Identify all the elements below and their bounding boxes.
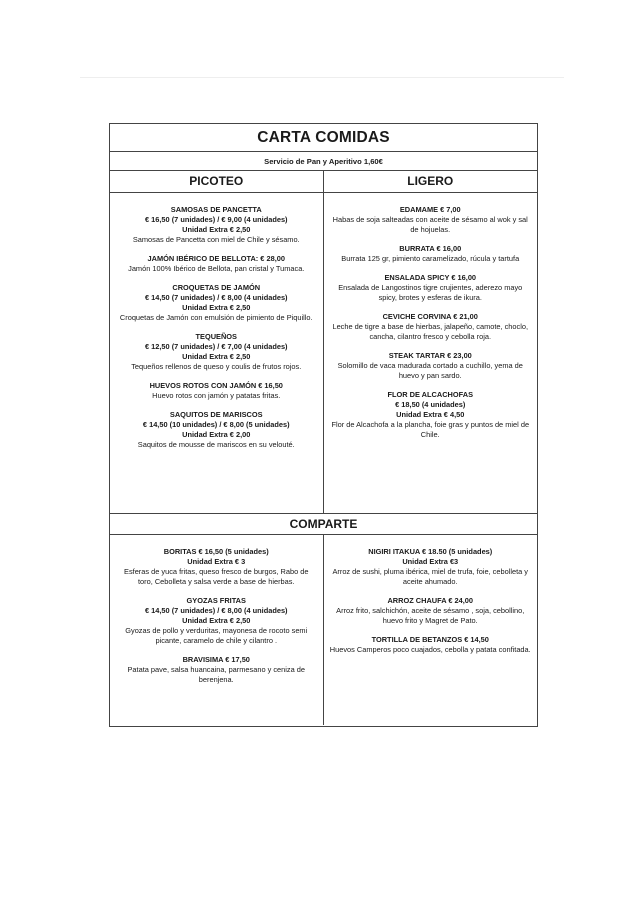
menu-item [116,283,317,323]
menu-item-name: GYOZAS FRITAS [186,596,246,605]
menu-title: CARTA COMIDAS [257,128,390,146]
comparte-section [110,535,537,725]
menu-item-name: CEVICHE CORVINA € 21,00 [382,312,478,321]
menu-subtitle: Servicio de Pan y Aperitivo 1,60€ [264,156,383,166]
ligero-divider [324,192,538,193]
menu-item-name: TEQUEÑOS [195,332,237,341]
menu-item-name: ARROZ CHAUFA € 24,00 [387,596,474,605]
menu-item-description: Ensalada de Langostinos tigre crujientes, aderezo mayo spicy, brotes y esferas de ikura. [338,283,523,302]
menu-item-description: Burrata 125 gr, pimiento caramelizado, rúcula y tartufa [341,254,520,263]
ligero-items [324,205,538,440]
menu-item-price-line: € 14,50 (7 unidades) / € 8,00 (4 unidades) [144,293,288,302]
menu-item-name: BURRATA € 16,00 [399,244,462,253]
menu-item-description: Huevos Camperos poco cuajados, cebolla y patata confitada. [329,645,531,654]
menu-item-description: Habas de soja salteadas con aceite de sésamo al wok y sal de hojuelas. [332,215,528,234]
menu-item-description: Flor de Alcachofa a la plancha, foie gras y puntos de miel de Chile. [331,420,530,439]
menu-item-description: Gyozas de pollo y verduritas, mayonesa de rocoto semi picante, caramelo de chile y cilantro . [125,626,308,645]
menu-item-description: Leche de tigre a base de hierbas, jalapeño, camote, choclo, cancha, cilantro fresco y cebolla roja. [332,322,529,341]
picoteo-divider [110,192,323,193]
menu-item [116,254,317,274]
page-top-rule [80,77,564,78]
menu-item [116,205,317,245]
menu-item-description: Arroz de sushi, pluma ibérica, miel de trufa, foie, cebolleta y aceite ahumado. [332,567,529,586]
menu-item-price-line: Unidad Extra € 2,50 [182,225,251,234]
menu-item-price-line: Unidad Extra € 4,50 [396,410,465,419]
menu-item-description: Samosas de Pancetta con miel de Chile y sésamo. [132,235,300,244]
menu-item [330,547,532,587]
menu-item-name: ENSALADA SPICY € 16,00 [384,273,477,282]
menu-card [109,123,538,727]
menu-item-name: SAMOSAS DE PANCETTA [170,205,262,214]
menu-item-price-line: € 18,50 (4 unidades) [395,400,466,409]
menu-item-description: Jamón 100% Ibérico de Bellota, pan cristal y Tumaca. [128,264,305,273]
comparte-right-column [324,535,538,725]
menu-item [116,596,317,646]
menu-item-description: Esferas de yuca fritas, queso fresco de burgos, Rabo de toro, Cebolleta y salsa verde a base de hierbas. [124,567,309,586]
menu-item-price-line: Unidad Extra € 2,50 [182,616,251,625]
menu-item-price-line: € 16,50 (7 unidades) / € 9,00 (4 unidades) [144,215,288,224]
menu-item [330,312,532,342]
menu-item-name: TORTILLA DE BETANZOS € 14,50 [371,635,489,644]
menu-item [116,655,317,685]
menu-item [330,273,532,303]
menu-item [330,596,532,626]
menu-item-price-line: Unidad Extra €3 [402,557,459,566]
menu-item-price-line: € 14,50 (10 unidades) / € 8,00 (5 unidades) [142,420,290,429]
menu-item-description: Tequeños rellenos de queso y coulis de frutos rojos. [131,362,302,371]
menu-item-name: EDAMAME € 7,00 [399,205,461,214]
menu-item-name: SAQUITOS DE MARISCOS [169,410,263,419]
menu-item-description: Arroz frito, salchichón, aceite de sésamo , soja, cebollino, huevo frito y Magret de Pato. [336,606,525,625]
menu-item-name: BRAVISIMA € 17,50 [182,655,250,664]
comparte-left-items [110,547,323,685]
menu-item [330,351,532,381]
menu-item-price-line: Unidad Extra € 3 [187,557,246,566]
menu-item-name: HUEVOS ROTOS CON JAMÓN € 16,50 [149,381,283,390]
menu-item-name: JAMÓN IBÉRICO DE BELLOTA: € 28,00 [147,254,285,263]
menu-item [330,205,532,235]
picoteo-heading: PICOTEO [189,174,244,188]
ligero-heading: LIGERO [407,174,454,188]
menu-item-name: CROQUETAS DE JAMÓN [172,283,261,292]
comparte-left-column [110,535,324,725]
menu-item-price-line: € 14,50 (7 unidades) / € 8,00 (4 unidades) [144,606,288,615]
menu-item-description: Croquetas de Jamón con emulsión de pimiento de Piquillo. [119,313,313,322]
picoteo-section [110,171,324,513]
menu-item [116,332,317,372]
menu-item-price-line: Unidad Extra € 2,50 [182,303,251,312]
menu-item-name: STEAK TARTAR € 23,00 [388,351,472,360]
menu-item-price-line: € 12,50 (7 unidades) / € 7,00 (4 unidades) [144,342,288,351]
menu-item [116,547,317,587]
menu-item-price-line: Unidad Extra € 2,00 [182,430,251,439]
menu-item [330,635,532,655]
menu-item [330,244,532,264]
menu-item [330,390,532,440]
comparte-heading: COMPARTE [110,514,537,535]
ligero-section [324,171,538,513]
menu-item-name: FLOR DE ALCACHOFAS [387,390,474,399]
picoteo-items [110,205,323,450]
menu-item-description: Patata pave, salsa huancaina, parmesano y ceniza de berenjena. [127,665,305,684]
title-row [110,124,537,152]
menu-item-description: Huevo rotos con jamón y patatas fritas. [152,391,281,400]
menu-item [116,410,317,450]
menu-item [116,381,317,401]
menu-item-name: BORITAS € 16,50 (5 unidades) [163,547,269,556]
menu-item-description: Solomillo de vaca madurada cortado a cuchillo, yema de huevo y pan sardo. [337,361,523,380]
menu-item-price-line: Unidad Extra € 2,50 [182,352,251,361]
subtitle-row [110,152,537,171]
top-sections [110,171,537,514]
comparte-right-items [324,547,538,655]
menu-item-description: Saquitos de mousse de mariscos en su velouté. [137,440,295,449]
menu-item-name: NIGIRI ITAKUA € 18.50 (5 unidades) [368,547,493,556]
